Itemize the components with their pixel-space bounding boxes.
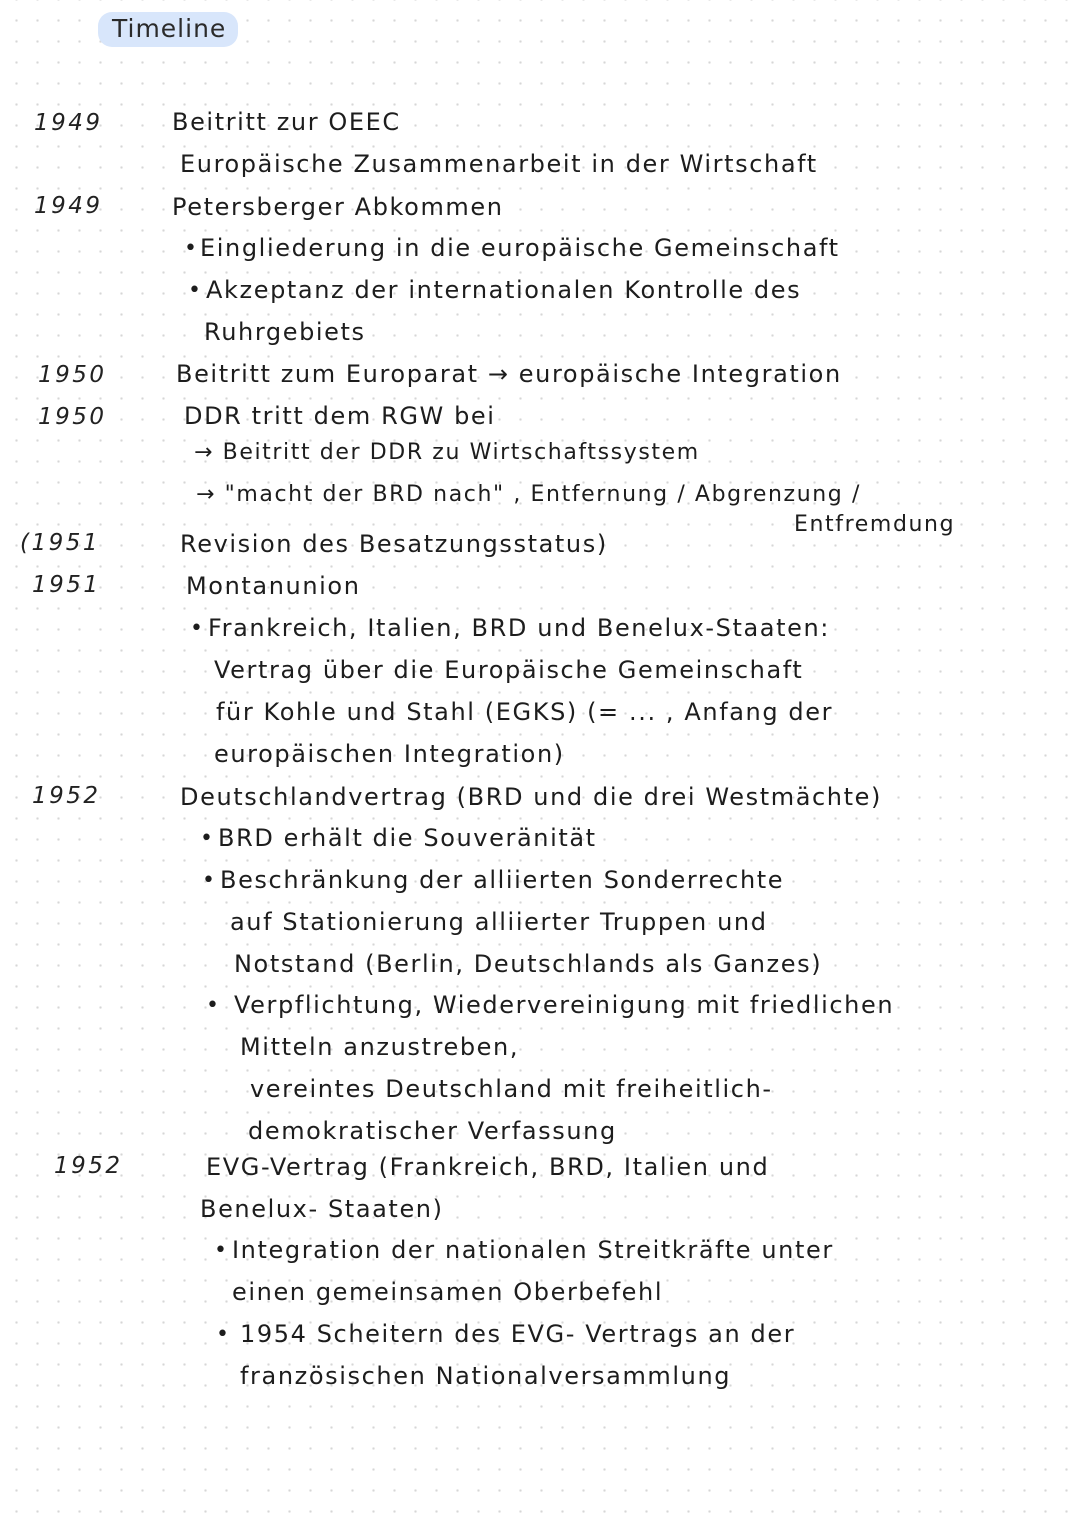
bullet-text: auf Stationierung alliierter Truppen und <box>230 908 768 936</box>
bullet-text: 1954 Scheitern des EVG- Vertrags an der <box>240 1320 796 1348</box>
entry-heading: Beitritt zum Europarat → europäische Integration <box>176 360 842 388</box>
bullet-text: Integration der nationalen Streitkräfte unter <box>232 1236 834 1264</box>
bullet-text: demokratischer Verfassung <box>248 1117 617 1145</box>
bullet-text: Frankreich, Italien, BRD und Benelux-Staaten: <box>208 614 830 642</box>
year-label: 1949 <box>34 193 103 219</box>
bullet-icon: • <box>188 278 201 303</box>
bullet-icon: • <box>190 616 203 641</box>
bullet-text: Vertrag über die Europäische Gemeinschaft <box>214 656 804 684</box>
bullet-text: BRD erhält die Souveränität <box>218 824 597 852</box>
entry-heading: Montanunion <box>186 572 361 600</box>
entry-heading: Revision des Besatzungsstatus) <box>180 530 608 558</box>
page-title: Timeline <box>112 14 227 43</box>
entry-text: → "macht der BRD nach" , Entfernung / Abgrenzung / <box>196 482 861 507</box>
entry-text: Europäische Zusammenarbeit in der Wirtschaft <box>180 150 818 178</box>
bullet-text: Beschränkung der alliierten Sonderrechte <box>220 866 785 894</box>
entry-heading: Deutschlandvertrag (BRD und die drei Westmächte) <box>180 783 882 811</box>
title-highlight <box>98 12 238 47</box>
bullet-text: Akzeptanz der internationalen Kontrolle des <box>206 276 802 304</box>
bullet-icon: • <box>200 826 213 851</box>
entry-heading: DDR tritt dem RGW bei <box>184 402 496 430</box>
entry-text: Benelux- Staaten) <box>200 1195 444 1223</box>
bullet-text: Notstand (Berlin, Deutschlands als Ganzes) <box>234 950 823 978</box>
year-label: 1950 <box>38 404 107 430</box>
entry-heading: Beitritt zur OEEC <box>172 108 401 136</box>
year-label: 1950 <box>38 362 107 388</box>
year-label: 1951 <box>32 572 101 598</box>
year-label: 1949 <box>34 110 103 136</box>
bullet-text: europäischen Integration) <box>214 740 565 768</box>
bullet-icon: • <box>202 868 215 893</box>
year-label: (1951 <box>20 530 101 556</box>
bullet-text: Mitteln anzustreben, <box>240 1033 520 1061</box>
bullet-icon: • <box>206 993 219 1018</box>
bullet-icon: • <box>184 236 197 261</box>
bullet-icon: • <box>216 1322 229 1347</box>
entry-text: Entfremdung <box>794 512 956 537</box>
entry-heading: Petersberger Abkommen <box>172 193 504 221</box>
bullet-text: einen gemeinsamen Oberbefehl <box>232 1278 664 1306</box>
bullet-text: Verpflichtung, Wiedervereinigung mit friedlichen <box>234 991 895 1019</box>
bullet-text: französischen Nationalversammlung <box>240 1362 732 1390</box>
bullet-text: Ruhrgebiets <box>204 318 366 346</box>
entry-heading: EVG-Vertrag (Frankreich, BRD, Italien und <box>206 1153 770 1181</box>
year-label: 1952 <box>32 783 101 809</box>
year-label: 1952 <box>54 1153 123 1179</box>
bullet-text: vereintes Deutschland mit freiheitlich- <box>250 1075 773 1103</box>
bullet-text: für Kohle und Stahl (EGKS) (= ... , Anfang der <box>216 698 834 726</box>
bullet-text: Eingliederung in die europäische Gemeinschaft <box>200 234 840 262</box>
entry-text: → Beitritt der DDR zu Wirtschaftssystem <box>194 440 700 465</box>
bullet-icon: • <box>214 1238 227 1263</box>
